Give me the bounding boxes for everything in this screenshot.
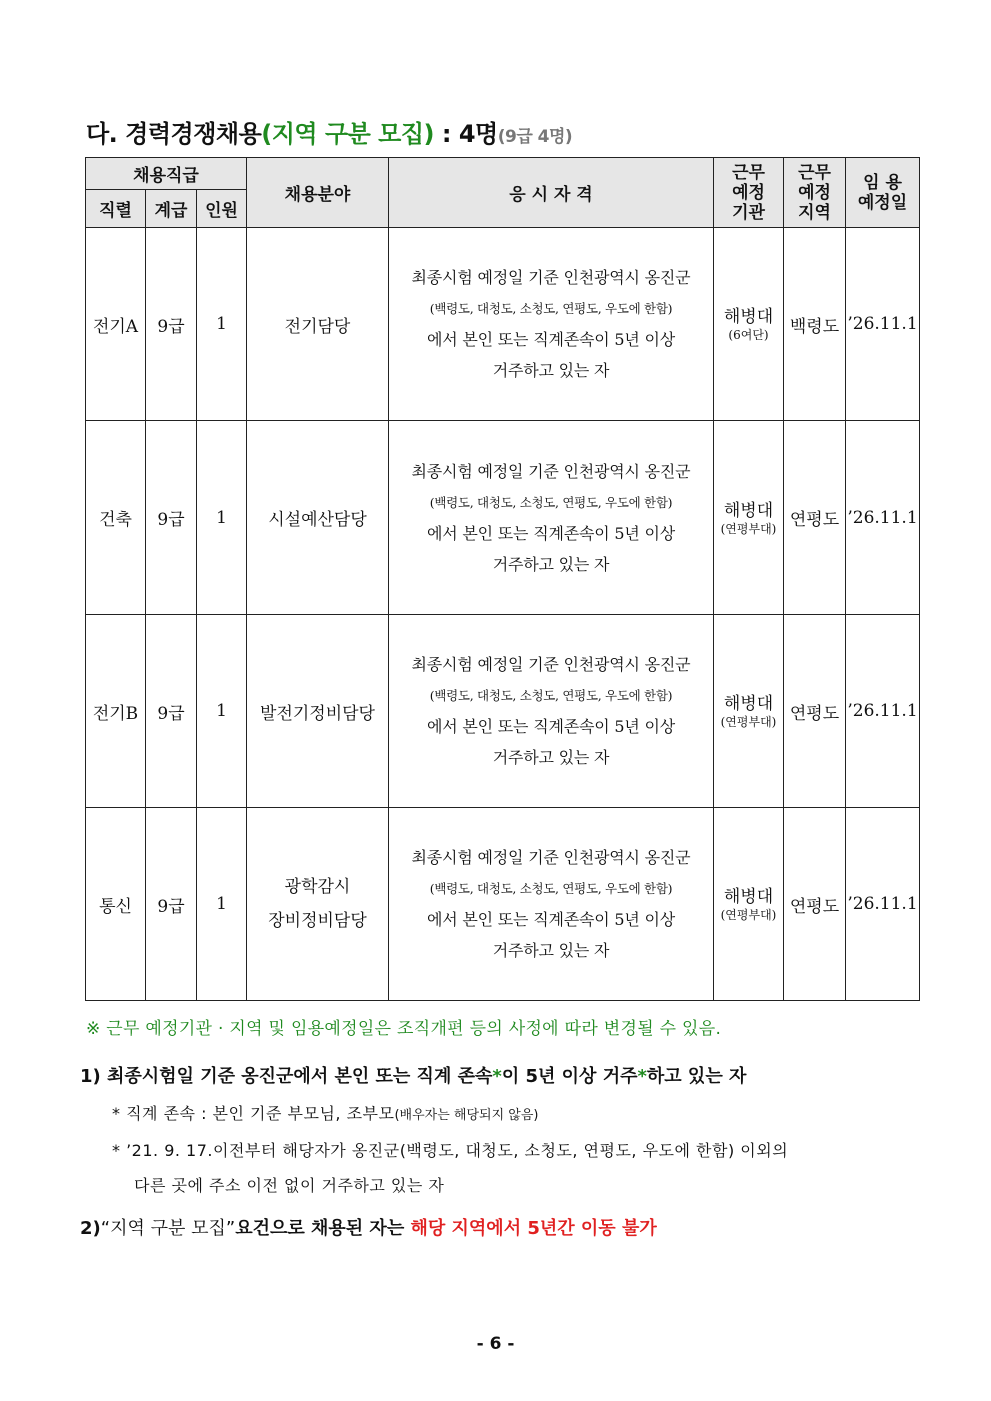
cell-region: 백령도: [784, 228, 846, 421]
qual-line: 거주하고 있는 자: [492, 748, 610, 767]
table-row: [86, 808, 920, 1001]
header-region-line: 예정: [798, 182, 831, 203]
requirement-2-text: 요건으로 채용된 자는: [235, 1218, 411, 1239]
cell-institution: [714, 421, 784, 615]
header-region: [784, 158, 846, 228]
cell-qualification: [389, 421, 714, 615]
institution-unit: (6여단): [728, 328, 769, 342]
cell-series: 건축: [86, 421, 146, 615]
cell-headcount: 1: [197, 615, 247, 808]
header-headcount: 인원: [197, 190, 247, 228]
qual-line: 최종시험 예정일 기준 인천광역시 옹진군: [411, 268, 691, 287]
header-institution-line: 예정: [732, 182, 765, 203]
header-institution-line: 근무: [732, 162, 765, 183]
footnote-residence-cont: 다른 곳에 주소 이전 없이 거주하고 있는 자: [134, 1176, 445, 1195]
qual-line: 에서 본인 또는 직계존속이 5년 이상: [427, 910, 675, 929]
requirement-2: [80, 1214, 657, 1240]
recruitment-table: [85, 157, 920, 1001]
cell-field: [247, 421, 389, 615]
cell-institution: [714, 615, 784, 808]
requirement-1: [80, 1062, 746, 1088]
cell-qualification: [389, 228, 714, 421]
requirement-2-warning: 해당 지역에서 5년간 이동 불가: [410, 1218, 657, 1239]
qual-line: 거주하고 있는 자: [492, 361, 610, 380]
section-title: [86, 114, 572, 149]
institution-name: 해병대: [723, 694, 774, 714]
header-appointment-line: 예정일: [857, 192, 908, 213]
cell-qualification: [389, 808, 714, 1001]
cell-institution: [714, 228, 784, 421]
institution-unit: (연평부대): [720, 521, 777, 536]
cell-grade: 9급: [146, 228, 197, 421]
institution-name: 해병대: [723, 500, 774, 521]
cell-institution: [714, 808, 784, 1001]
qual-line: 거주하고 있는 자: [492, 554, 610, 574]
qual-line: 에서 본인 또는 직계존속이 5년 이상: [427, 523, 675, 543]
requirement-1-text: 하고 있는 자: [646, 1066, 747, 1087]
title-sub: (9급 4명): [497, 127, 573, 147]
cell-grade: 9급: [146, 615, 197, 808]
institution-name: 해병대: [723, 307, 774, 327]
asterisk-mark: *: [492, 1066, 502, 1087]
header-appointment: [846, 158, 920, 228]
field-line: 시설예산담당: [268, 510, 367, 530]
page-number: - 6 -: [476, 1334, 515, 1354]
header-qualification: 응 시 자 격: [389, 158, 714, 228]
header-position-group: 채용직급: [86, 158, 247, 190]
cell-series: 전기B: [86, 615, 146, 808]
header-field: 채용분야: [247, 158, 389, 228]
field-line: 전기담당: [284, 316, 351, 337]
header-series: 직렬: [86, 190, 146, 228]
cell-grade: 9급: [146, 421, 197, 615]
requirement-2-num: 2): [80, 1218, 101, 1239]
qual-line: 최종시험 예정일 기준 인천광역시 옹진군: [411, 848, 691, 867]
institution-name: 해병대: [723, 887, 774, 907]
header-appointment-line: 임 용: [863, 172, 902, 193]
qual-line: 최종시험 예정일 기준 인천광역시 옹진군: [411, 461, 691, 481]
title-count: : 4명: [434, 120, 498, 148]
footnote-lineal-ascendant: [112, 1101, 538, 1124]
header-grade: 계급: [146, 190, 197, 228]
cell-region: 연평도: [784, 808, 846, 1001]
cell-field: [247, 615, 389, 808]
qual-line: 최종시험 예정일 기준 인천광역시 옹진군: [411, 655, 691, 674]
change-notice: ※ 근무 예정기관 · 지역 및 임용예정일은 조직개편 등의 사정에 따라 변경될 수 있음.: [86, 1019, 722, 1039]
cell-headcount: 1: [197, 228, 247, 421]
footnote-residence: * ’21. 9. 17.이전부터 해당자가 옹진군(백령도, 대청도, 소청도, 연평도, 우도에 한함) 이외의: [112, 1141, 789, 1160]
table-row: [86, 615, 920, 808]
institution-unit: (연평부대): [720, 715, 777, 729]
cell-date: ’26.11.1: [846, 228, 920, 421]
header-region-line: 지역: [798, 202, 831, 223]
cell-field: [247, 228, 389, 421]
title-region-label: (지역 구분 모집): [261, 120, 435, 148]
cell-grade: 9급: [146, 808, 197, 1001]
requirement-1-text: 1) 최종시험일 기준 옹진군에서 본인 또는 직계 존속: [80, 1066, 493, 1087]
field-line: 장비정비담당: [268, 911, 367, 931]
cell-series: 전기A: [86, 228, 146, 421]
cell-qualification: [389, 615, 714, 808]
requirement-1-text: 이 5년 이상 거주: [501, 1066, 638, 1087]
qual-line-islands: (백령도, 대청도, 소청도, 연평도, 우도에 한함): [429, 688, 673, 703]
cell-headcount: 1: [197, 421, 247, 615]
table-row: [86, 421, 920, 615]
cell-region: 연평도: [784, 421, 846, 615]
qual-line: 거주하고 있는 자: [492, 941, 610, 960]
cell-field: [247, 808, 389, 1001]
cell-region: 연평도: [784, 615, 846, 808]
table-row: [86, 228, 920, 421]
institution-unit: (연평부대): [720, 908, 777, 922]
qual-line-islands: (백령도, 대청도, 소청도, 연평도, 우도에 한함): [429, 494, 673, 510]
qual-line-islands: (백령도, 대청도, 소청도, 연평도, 우도에 한함): [429, 881, 673, 896]
requirement-2-quote: “지역 구분 모집”: [100, 1218, 236, 1239]
qual-line: 에서 본인 또는 직계존속이 5년 이상: [427, 717, 675, 736]
asterisk-mark: *: [637, 1066, 647, 1087]
cell-headcount: 1: [197, 808, 247, 1001]
footnote-note: (배우자는 해당되지 않음): [394, 1108, 539, 1123]
qual-line-islands: (백령도, 대청도, 소청도, 연평도, 우도에 한함): [429, 301, 673, 316]
field-line: 광학감시: [284, 877, 351, 897]
footnote-text: * 직계 존속 : 본인 기준 부모님, 조부모: [112, 1104, 395, 1123]
header-institution: [714, 158, 784, 228]
cell-date: ’26.11.1: [846, 615, 920, 808]
cell-date: ’26.11.1: [846, 421, 920, 615]
cell-date: ’26.11.1: [846, 808, 920, 1001]
header-region-line: 근무: [798, 162, 831, 183]
field-line: 발전기정비담당: [260, 703, 375, 724]
qual-line: 에서 본인 또는 직계존속이 5년 이상: [427, 330, 675, 349]
cell-series: 통신: [86, 808, 146, 1001]
header-institution-line: 기관: [732, 202, 765, 223]
title-prefix: 다. 경력경쟁채용: [86, 120, 262, 148]
